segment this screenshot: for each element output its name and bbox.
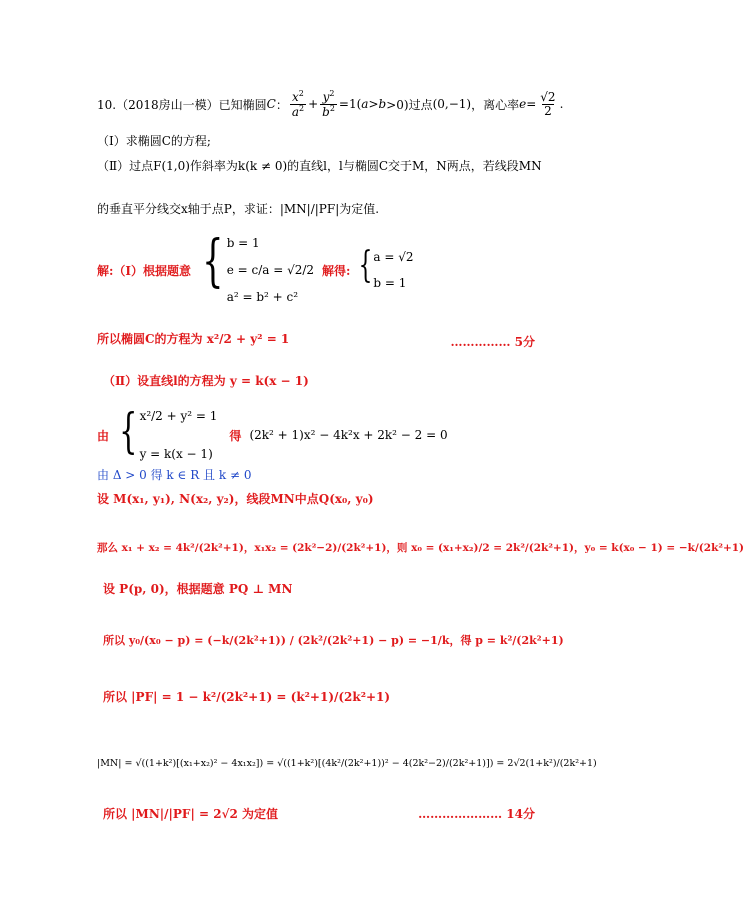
solution-line-9: 所以 y₀/(x₀ − p) = (−k/(2k²+1)) / (2k²/(2k²+1) − p) = −1/k，得 p = k²/(2k²+1) bbox=[103, 634, 564, 647]
problem-line-1: 10.（2018房山一模）已知椭圆 C ： $\frac{x^2}{a^2}$ + $\frac{y^2}{b^2}$ =1( a > b >0)过点 (0,−1) ，离心率 e = $\frac{√2}{2}$ . bbox=[97, 89, 564, 119]
problem-part-1: （Ⅰ）求椭圆C的方程; bbox=[97, 134, 211, 148]
solution-line-4-eq: (2k² + 1)x² − 4k²x + 2k² − 2 = 0 bbox=[249, 428, 448, 442]
problem-part-2a: （Ⅱ）过点F(1,0)作斜率为k(k ≠ 0)的直线l，l与椭圆C交于M，N两点，若线段MN bbox=[97, 159, 542, 173]
res-eq-2: b = 1 bbox=[373, 276, 407, 290]
solution-line-11: |MN| = √((1+k²)[(x₁+x₂)² − 4x₁x₂]) = √((1+k²)[(4k²/(2k²+1))² − 4(2k²−2)/(2k²+1)]) = 2√2(1+k²)/(2k²+1) bbox=[97, 758, 597, 769]
solution-line-6: 设 M(x₁, y₁), N(x₂, y₂)，线段MN中点Q(x₀, y₀) bbox=[97, 492, 374, 506]
solution-line-2: 所以椭圆C的方程为 x²/2 + y² = 1 bbox=[97, 332, 290, 346]
solution-line-5: 由 Δ > 0 得 k ∈ R 且 k ≠ 0 bbox=[97, 468, 252, 482]
solution-label-1: 解:（Ⅰ）根据题意 bbox=[97, 263, 192, 278]
sys-eq-3: a² = b² + c² bbox=[226, 290, 299, 304]
sys-eq-2: e = c/a = √2/2 bbox=[226, 263, 315, 277]
sys2-eq-2: y = k(x − 1) bbox=[139, 447, 213, 461]
solution-line-4-pre: 由 bbox=[97, 428, 110, 443]
solution-line-3: （Ⅱ）设直线l的方程为 y = k(x − 1) bbox=[103, 374, 309, 388]
solution-line-8: 设 P(p, 0)，根据题意 PQ ⊥ MN bbox=[103, 582, 293, 596]
sys2-eq-1: x²/2 + y² = 1 bbox=[139, 409, 218, 423]
problem-part-2b: 的垂直平分线交x轴于点P，求证：|MN|/|PF|为定值. bbox=[97, 202, 380, 216]
sys-eq-1: b = 1 bbox=[226, 236, 260, 250]
res-eq-1: a = √2 bbox=[373, 250, 414, 264]
solution-line-7: 那么 x₁ + x₂ = 4k²/(2k²+1)，x₁x₂ = (2k²−2)/(2k²+1)，则 x₀ = (x₁+x₂)/2 = 2k²/(2k²+1)，y₀ = k(x₀ − 1) = −k/(2k²+1) bbox=[97, 542, 744, 554]
solution-line-4-get: 得 bbox=[229, 428, 242, 443]
score-5: …………… 5分 bbox=[450, 335, 535, 349]
solution-mid-1: 解得: bbox=[322, 263, 351, 278]
solution-line-12: 所以 |MN|/|PF| = 2√2 为定值 bbox=[103, 807, 278, 821]
solution-part-1: 解:（Ⅰ）根据题意 { b = 1 e = c/a = √2/2 a² = b² + c² 解得: { a = √2 b = 1 bbox=[97, 229, 414, 304]
score-14: ………………… 14分 bbox=[418, 807, 535, 821]
solution-line-10: 所以 |PF| = 1 − k²/(2k²+1) = (k²+1)/(2k²+1) bbox=[103, 690, 391, 704]
solution-line-4: 由 { x²/2 + y² = 1 y = k(x − 1) 得 (2k² + 1)x² − 4k²x + 2k² − 2 = 0 bbox=[97, 403, 448, 461]
